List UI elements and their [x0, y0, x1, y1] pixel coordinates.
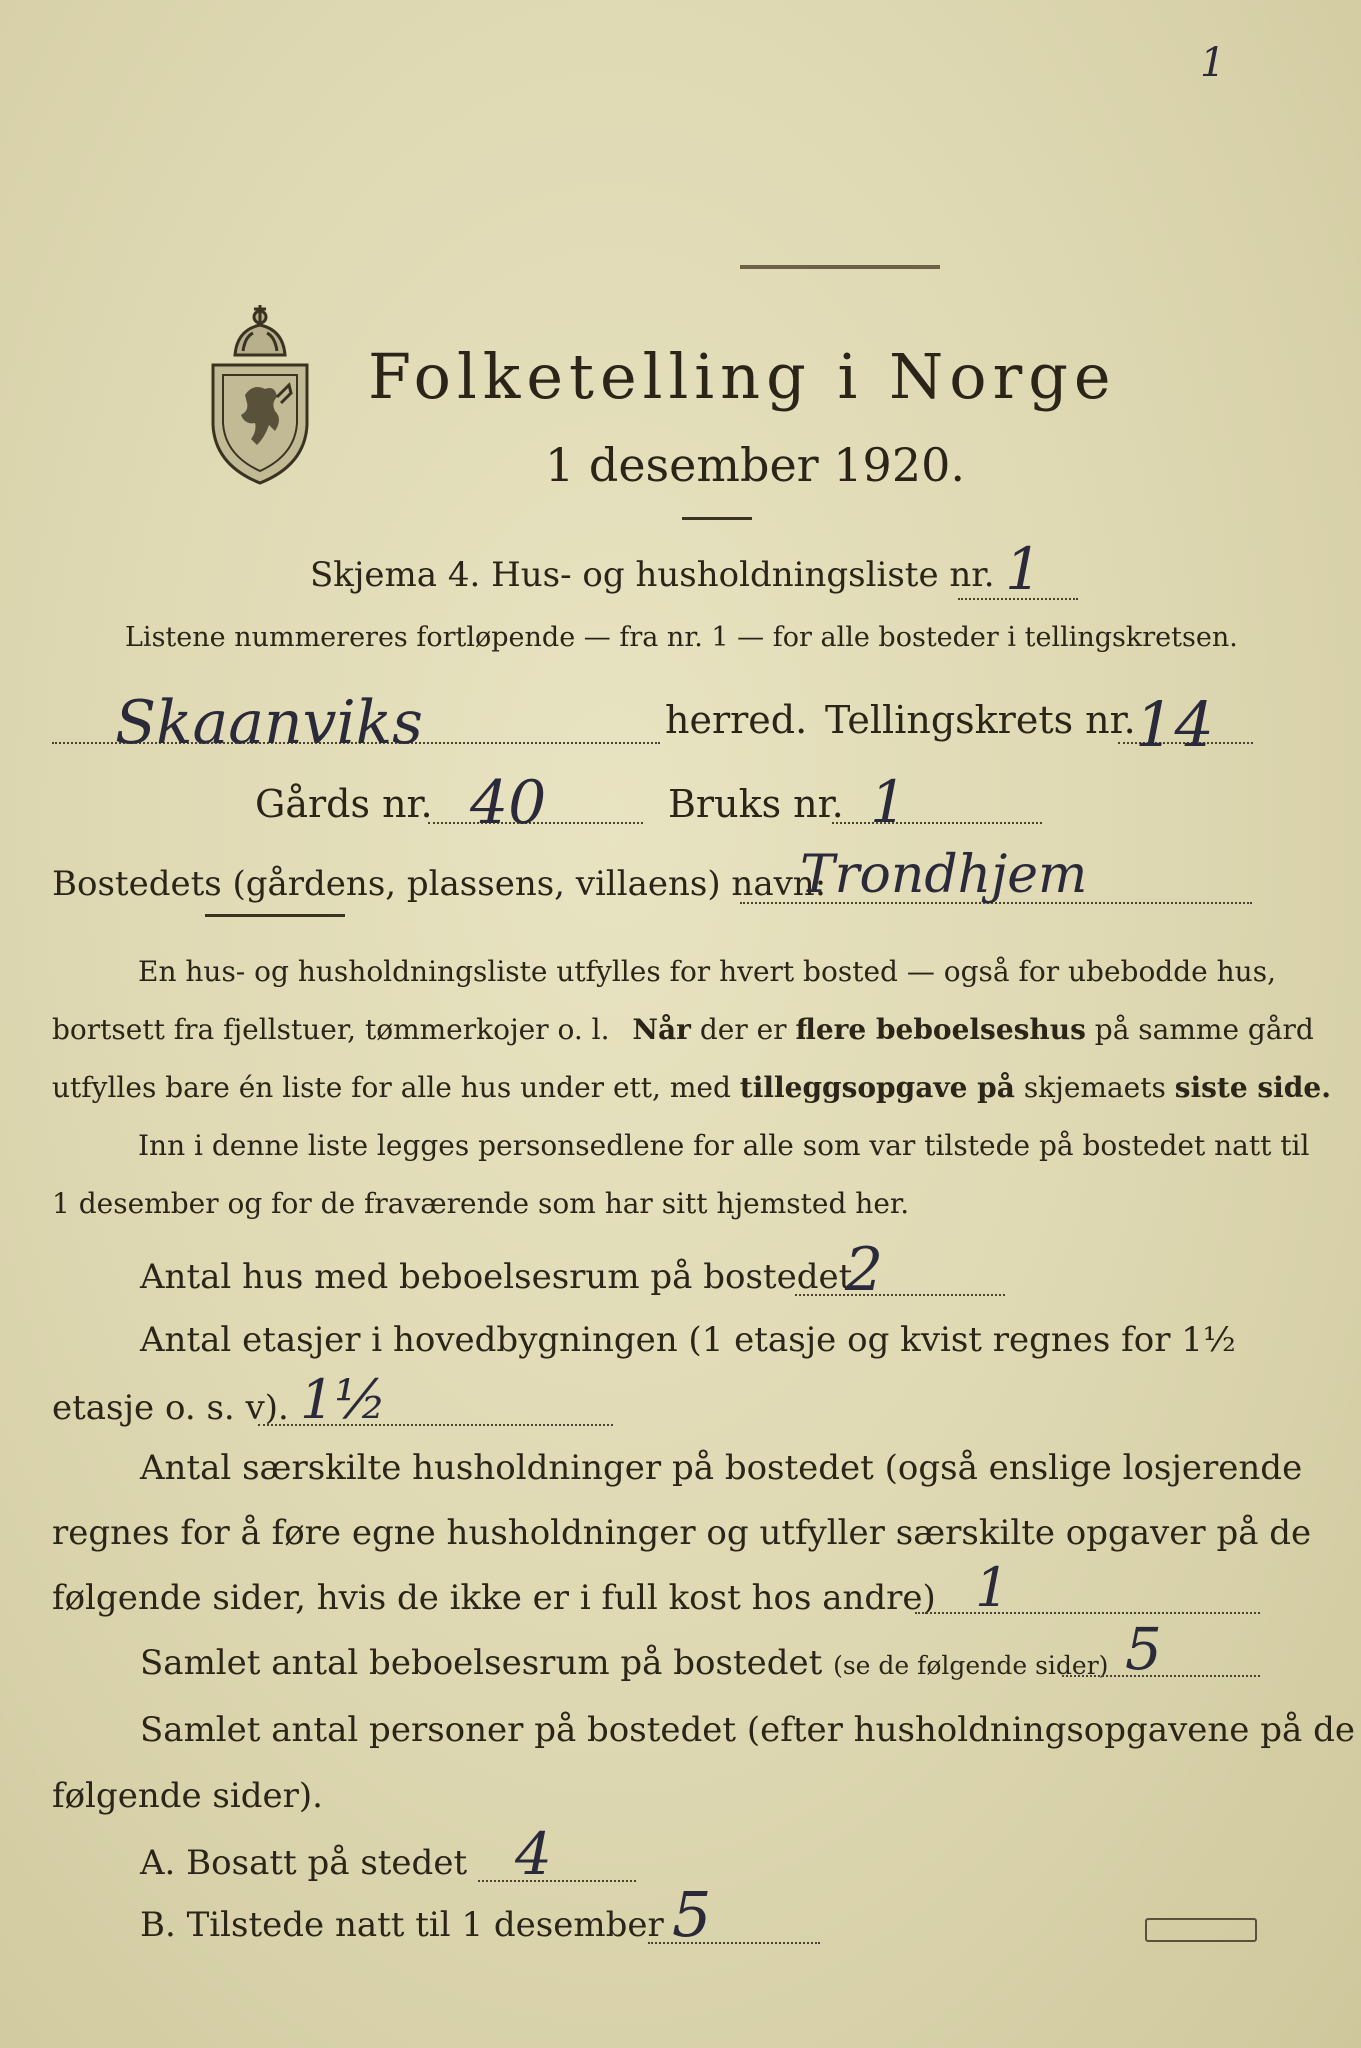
- etasjer-value: 1½: [300, 1368, 387, 1431]
- instruction-line: [52, 1071, 1331, 1104]
- tilstede-label: B. Tilstede natt til 1 desember: [140, 1905, 664, 1945]
- husholdninger-label-cont: følgende sider, hvis de ikke er i full kost hos andre): [52, 1578, 936, 1618]
- instruction-emphasis: flere beboelseshus: [795, 1013, 1086, 1046]
- instruction-emphasis: Når: [632, 1013, 691, 1046]
- coat-of-arms-icon: [205, 285, 315, 485]
- gards-label: Gårds nr.: [255, 782, 433, 826]
- hus-line: [795, 1294, 1005, 1296]
- hus-value: 2: [845, 1235, 884, 1305]
- beboelsesrum-note: (se de følgende sider): [833, 1651, 1109, 1680]
- title-divider: [682, 517, 752, 520]
- printer-stamp: [1145, 1918, 1257, 1942]
- instruction-line: En hus- og husholdningsliste utfylles for hvert bosted — også for ubebodde hus,: [138, 955, 1276, 988]
- instruction-line: [52, 1013, 1314, 1046]
- etasjer-label: Antal etasjer i hovedbygningen (1 etasje og kvist regnes for 1½: [140, 1320, 1236, 1360]
- bosatt-value: 4: [515, 1820, 552, 1888]
- census-date: 1 desember 1920.: [545, 438, 965, 492]
- instruction-text: der er: [699, 1013, 787, 1046]
- instruction-text: skjemaets: [1023, 1071, 1166, 1104]
- instruction-line: Inn i denne liste legges personsedlene for alle som var tilstede på bostedet natt til: [138, 1129, 1310, 1162]
- husholdninger-label: Antal særskilte husholdninger på bostedet (også enslige losjerende: [140, 1448, 1303, 1488]
- numbering-note: Listene nummereres fortløpende — fra nr. 1 — for alle bosteder i tellingskretsen.: [125, 622, 1238, 653]
- personer-label: Samlet antal personer på bostedet (efter husholdningsopgavene på de: [140, 1710, 1355, 1750]
- gardens-underline: [205, 914, 345, 917]
- bruks-label: Bruks nr.: [668, 782, 844, 826]
- instruction-text: utfylles bare én liste for alle hus under ett, med: [52, 1071, 731, 1104]
- instruction-text: på samme gård: [1094, 1013, 1314, 1046]
- bosatt-line: [478, 1880, 636, 1882]
- hus-label: Antal hus med beboelsesrum på bostedet: [140, 1257, 853, 1297]
- beboelsesrum-value: 5: [1125, 1615, 1162, 1683]
- skjema-number-value: 1: [1005, 535, 1042, 603]
- herred-label: herred.: [665, 698, 808, 742]
- instruction-text: bortsett fra fjellstuer, tømmerkojer o. l.: [52, 1013, 610, 1046]
- etasjer-label-cont: etasje o. s. v).: [52, 1388, 289, 1428]
- instruction-emphasis: siste side.: [1174, 1071, 1331, 1104]
- beboelsesrum-label: [140, 1643, 1108, 1683]
- skjema-label: Skjema 4. Hus- og husholdningsliste nr.: [310, 555, 995, 595]
- instruction-emphasis: tilleggsopgave på: [739, 1071, 1015, 1104]
- bosatt-label: A. Bosatt på stedet: [140, 1843, 468, 1883]
- tellingskrets-value: 14: [1135, 688, 1214, 761]
- tilstede-value: 5: [672, 1878, 712, 1951]
- husholdninger-value: 1: [975, 1556, 1010, 1619]
- gards-value: 40: [470, 768, 547, 838]
- instruction-line: 1 desember og for de fraværende som har sitt hjemsted her.: [52, 1187, 910, 1220]
- page-title: Folketelling i Norge: [368, 340, 1117, 413]
- beboelsesrum-text: Samlet antal beboelsesrum på bostedet: [140, 1643, 823, 1683]
- instructions-paragraph: [52, 955, 1331, 1220]
- husholdninger-label-cont: regnes for å føre egne husholdninger og utfyller særskilte opgaver på de: [52, 1513, 1312, 1553]
- herred-value: Skaanviks: [115, 688, 423, 758]
- bosted-value: Trondhjem: [800, 845, 1088, 905]
- decorative-rule: [740, 265, 940, 269]
- tellingskrets-label: Tellingskrets nr.: [825, 698, 1136, 742]
- bruks-line: [832, 822, 1042, 824]
- bruks-value: 1: [870, 768, 907, 836]
- husholdninger-line: [915, 1612, 1260, 1614]
- bosted-label: Bostedets (gårdens, plassens, villaens) navn:: [52, 864, 827, 904]
- page-number-mark: 1: [1200, 40, 1226, 86]
- personer-label-cont: følgende sider).: [52, 1776, 323, 1816]
